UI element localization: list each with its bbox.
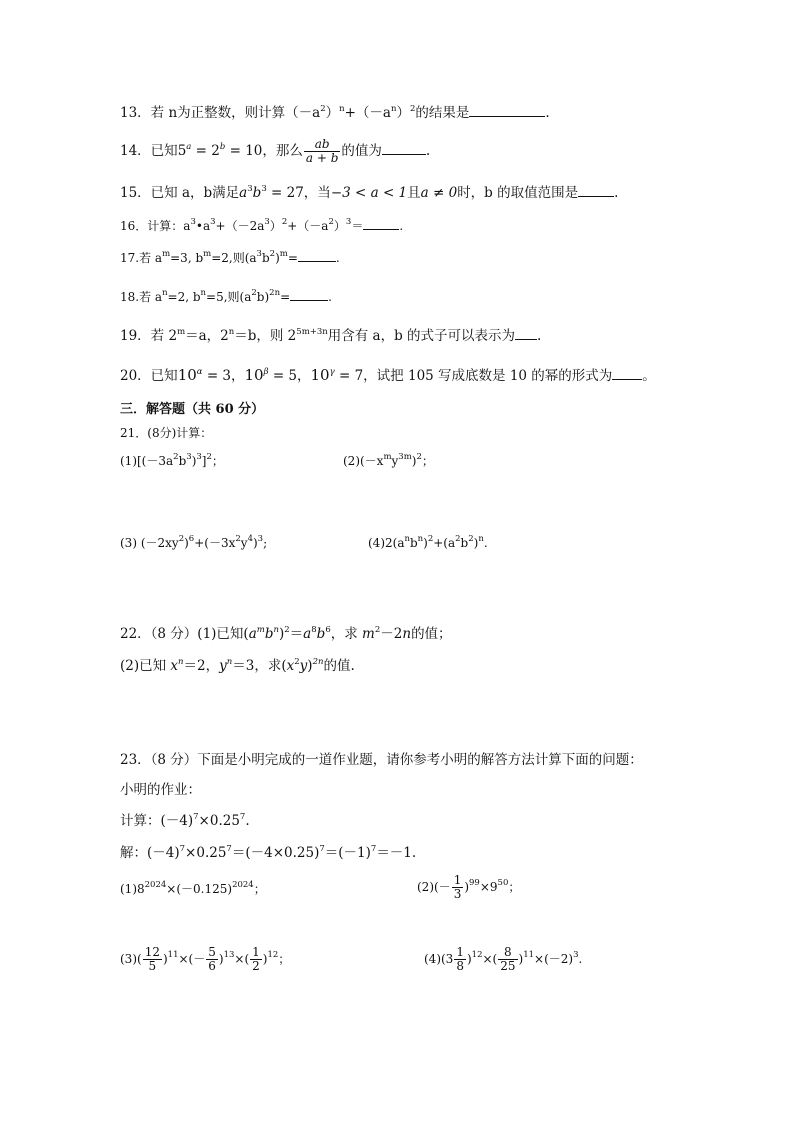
q22-line1 [120,625,452,643]
s: n [417,534,424,544]
q17-t6: = [287,251,298,265]
q15-eq: = 27，当 [266,185,331,201]
t: (3) (－2xy [120,536,179,550]
q14-text: 14．已知 [120,143,178,159]
t: ) [252,536,258,550]
t: ×(－ [178,952,206,966]
s: 6 [325,625,331,635]
q17-s4: 2 [269,249,276,259]
q15-a: a [239,185,248,201]
den: 2 [252,959,260,973]
q13-sup-c: n [339,104,345,114]
q20-b3: 10 [310,366,330,384]
q15-sup-b: 3 [261,184,267,194]
q21-part3 [120,534,267,552]
q16-t6: ） [333,219,346,233]
t: ) [464,880,470,894]
s: n [478,534,484,544]
s: 6 [188,534,195,544]
q17-s1: m [162,249,171,259]
den: 25 [500,959,516,973]
s: 2 [173,452,179,462]
s: n [273,625,279,635]
q23-part2 [417,874,520,901]
t: a [303,626,312,642]
s: 2 [468,534,474,544]
q13-text-b: ） [325,105,340,121]
t: +(－3x [194,536,236,550]
t: ; [263,536,268,550]
s: 3m [398,452,412,462]
q18-end: . [328,290,332,304]
t: b [316,626,326,642]
t: ＝3，求( [232,658,287,674]
num: 1 [453,873,462,887]
q19-s2: n [228,327,235,337]
q13-text-f: ） [396,105,410,121]
q16-t4: ） [269,219,282,233]
t: ； [211,454,224,468]
q15-sup-a: 3 [247,184,253,194]
s: 3 [257,534,264,544]
q15-end: . [614,185,619,201]
q13-sup-e: n [391,104,397,114]
s: 2 [455,534,461,544]
t: ) [423,536,428,550]
t: ＝(－4×0.25) [231,845,320,861]
den: 5 [148,959,157,973]
t: . [578,952,583,966]
fraction [454,946,466,973]
s: 8 [311,625,317,635]
t: a [248,626,257,642]
q16-t5: +（－a [287,219,329,233]
s: 3 [186,452,192,462]
s: 2 [206,452,212,462]
t: b [460,536,469,550]
q15-tail: 时，b 的取值范围是 [457,185,579,201]
t: ) [184,536,189,550]
t: ) [473,536,479,550]
s: 2024 [144,880,167,890]
t: 22．（8 分）(1)已知( [120,626,249,642]
t: ，求 [330,626,363,642]
q18-t5: = [280,290,291,304]
s: 7 [193,812,199,822]
q13-text-d: +（－a [344,105,391,121]
s: 2 [235,534,241,544]
q17-t1: 17.若 a [120,251,163,265]
q13-text-h: 的结果是 [415,105,470,121]
answer-blank[interactable] [298,249,336,262]
q17-s3: 3 [256,249,262,259]
q18-t4: b) [256,290,270,304]
s: 7 [370,844,377,854]
t: 的值. [323,658,355,674]
q19-t3: ＝b，则 2 [234,328,297,344]
q16-s4: 2 [281,217,288,227]
q20-v3: = 7，试把 105 写成底数是 10 的幂的形式为 [334,368,613,384]
fraction [452,874,464,901]
answer-blank[interactable] [382,142,426,155]
q20-b1: 10 [177,366,197,384]
q16-s1: 3 [190,217,196,227]
t: ＝(－1) [324,845,371,861]
fraction [498,946,517,973]
t: ×( [234,952,250,966]
t: 的值； [411,626,452,642]
t: . [245,813,250,829]
q23-head: 23．（8 分）下面是小明完成的一道作业题，请你参考小明的解答方法计算下面的问题： [120,752,643,768]
s: 2 [178,534,185,544]
question-15 [120,184,618,202]
q20-v1: = 3， [202,368,245,384]
s: n [226,657,233,667]
q17-t3: =2,则(a [211,251,257,265]
question-18 [120,288,332,306]
q15-b: b [252,185,262,201]
q20-s2: β [263,367,269,377]
num: 1 [252,945,260,959]
fraction [250,946,262,973]
q18-s3: 2 [251,288,257,298]
q13-text: 13．若 n为正整数，则计算（－a [120,105,321,121]
q19-s1: m [177,327,186,337]
q13-end: . [545,105,550,121]
t: ×0.25 [198,813,240,829]
q20-t1: 20．已知 [120,368,178,384]
s: 3 [573,950,579,960]
q14-fraction [304,138,341,165]
t: ×9 [479,880,498,894]
t: (4)(3 [424,952,454,966]
answer-blank[interactable] [578,184,614,197]
num: 8 [498,946,517,960]
question-14 [120,138,430,165]
num: 5 [208,945,216,959]
answer-blank[interactable] [515,327,537,340]
t: x [286,658,295,674]
t: x [170,658,179,674]
q23-solution [120,844,416,862]
t: ＝ [289,626,304,642]
q20-b2: 10 [244,366,264,384]
s: m [256,625,265,635]
s: 11 [523,950,535,960]
s: 11 [167,950,179,960]
t: y [391,454,399,468]
t: 计算：(－4) [120,813,194,829]
t: ； [278,952,291,966]
t: －2 [380,626,403,642]
q14-frac-den: a + b [305,151,339,165]
question-13 [120,104,550,122]
s: 3 [196,452,202,462]
t: y [240,536,248,550]
q19-s3: 5m+3n [296,327,328,337]
q15-cond2: a ≠ 0 [420,185,458,201]
t: (1)[(－3a [120,454,174,468]
s: 2n [312,657,324,667]
t: ] [201,454,207,468]
t: ＝－1. [376,845,417,861]
q18-s1: n [162,288,168,298]
t: y [219,658,227,674]
q20-v2: = 5， [268,368,311,384]
question-17 [120,249,340,267]
q17-s2: m [203,249,212,259]
q18-s2: n [200,288,207,298]
q14-tail: 的值为 [341,143,382,159]
t: n [402,626,412,642]
q17-s5: m [279,249,288,259]
t: (2)已知 [120,658,171,674]
q20-end: 。 [642,368,656,384]
s: 12 [267,950,279,960]
t: b [409,536,418,550]
t: ×( [482,952,498,966]
q15-text: 15．已知 a，b满足 [120,185,240,201]
t: ； [421,454,434,468]
q16-s5: 2 [328,217,334,227]
q19-end: . [537,328,542,344]
t: ) [191,454,197,468]
q16-t3: +（－2a [215,219,265,233]
q23-part4 [424,946,582,973]
t: ) [218,952,224,966]
den: 8 [456,959,464,973]
question-20 [120,366,656,385]
q16-t7: ＝ [351,219,364,233]
s: 7 [179,844,186,854]
t: ×0.25 [185,845,227,861]
s: 2 [374,625,381,635]
q21-part4 [368,534,488,552]
q16-end: . [399,219,404,233]
answer-blank[interactable] [290,288,328,301]
q14-frac-num: ab [304,138,341,152]
s: 7 [239,812,246,822]
t: (4)2(a [368,536,405,550]
q16-t1: 16．计算：a [120,219,191,233]
t: (2)(－ [417,880,451,894]
q18-t2: =2, b [167,290,201,304]
q14-rest: = 10，那么 [225,143,303,159]
t: b [178,454,187,468]
section-heading: 三．解答题（共 60 分） [120,402,265,417]
q14-eq: = 2 [191,143,220,159]
q16-t2: •a [195,219,211,233]
t: (2)(－x [343,454,384,468]
s: 2 [427,534,434,544]
answer-blank[interactable] [469,104,545,117]
t: ) [466,952,472,966]
q15-cond: −3 < a < 1 [330,185,408,201]
s: 2 [416,452,422,462]
q17-end: . [335,251,340,265]
s: n [178,657,184,667]
q14-sup-b: b [219,142,226,152]
q20-s3: γ [329,367,335,377]
t: (1)8 [120,882,145,896]
s: 50 [497,878,509,888]
s: 2 [284,625,290,635]
q23-homework-label: 小明的作业： [120,782,201,798]
q19-t2: ＝a，2 [185,328,229,344]
s: 7 [226,844,232,854]
q17-t2: =3, b [170,251,204,265]
answer-blank[interactable] [363,217,399,230]
s: 13 [223,950,235,960]
q20-s1: α [196,367,203,377]
t: (3)( [120,952,142,966]
q16-s3: 3 [264,217,270,227]
s: 12 [471,950,483,960]
den: 3 [453,887,462,901]
q14-base: 5 [177,143,187,159]
q23-part1 [120,880,266,898]
t: ； [253,882,266,896]
q23-calc [120,812,250,830]
t: ) [162,952,168,966]
answer-blank[interactable] [612,367,642,380]
q19-t4: 用含有 a，b 的式子可以表示为 [327,328,516,344]
s: m [383,452,392,462]
s: 2 [294,657,300,667]
t: ) [307,658,313,674]
t: +(a [433,536,456,550]
q14-end: . [425,143,431,159]
num: 12 [144,945,160,959]
q22-line2 [120,657,355,675]
s: 4 [247,534,253,544]
t: ＝2， [183,658,220,674]
q13-sup: 2 [320,104,326,114]
q18-s4: 2n [269,288,281,298]
q15-and: 且 [407,185,421,201]
t: . [483,536,488,550]
q16-s6: 3 [345,217,352,227]
den: 6 [208,959,216,973]
q21-part2 [343,452,434,470]
t: 解：(－4) [120,845,180,861]
q18-t1: 18.若 a [120,290,163,304]
t: ； [508,880,521,894]
fraction [143,946,162,973]
s: 99 [469,878,480,888]
t: m [362,626,375,642]
q16-s2: 3 [210,217,216,227]
s: 2024 [232,880,254,890]
q21-head: 21．(8分)计算： [120,426,213,440]
q14-sup-a: a [186,142,192,152]
t: ) [262,952,268,966]
t: y [299,658,308,674]
question-16 [120,217,403,235]
t: b [264,626,274,642]
q13-sup-g: 2 [409,104,416,114]
t: ) [518,952,524,966]
t: ) [278,626,285,642]
q19-t1: 19．若 2 [120,328,178,344]
q21-part1 [120,452,224,470]
q17-t5: ) [275,251,280,265]
fraction [206,946,218,973]
q23-part3 [120,946,290,973]
t: ×(－2) [534,952,574,966]
question-19 [120,327,541,345]
s: 7 [319,844,325,854]
t: ×(－0.125) [166,882,233,896]
t: ) [411,454,417,468]
q17-t4: b [261,251,270,265]
s: n [404,534,410,544]
num: 1 [456,945,464,959]
q18-t3: =5,则(a [206,290,252,304]
